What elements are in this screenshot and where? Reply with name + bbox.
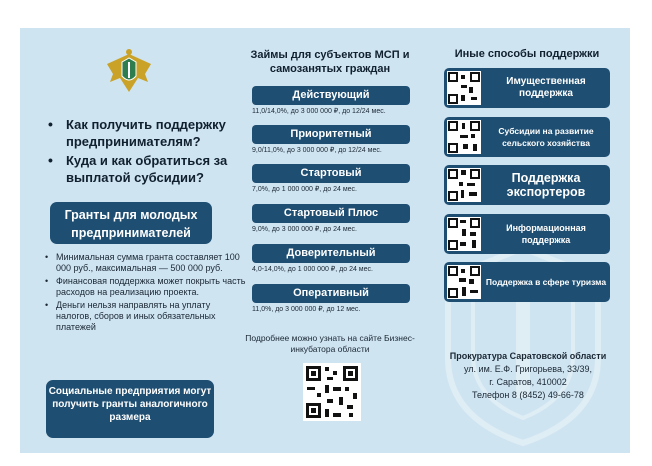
loans-title: Займы для субъектов МСП и самозанятых граждан xyxy=(250,49,410,75)
qr-code-icon xyxy=(447,168,481,202)
support-card-label: Поддержка в сфере туризма xyxy=(485,277,607,287)
contact-street: ул. им. Е.Ф. Григорьева, 33/39, xyxy=(463,364,593,374)
qr-code-icon xyxy=(447,265,481,299)
contact-city: г. Саратов, 410002 xyxy=(489,377,567,387)
contact-block xyxy=(430,350,626,402)
fact-item: • Минимальная сумма гранта составляет 100 000 руб., максимальная — 500 000 руб. xyxy=(38,252,248,274)
loan-name: Стартовый xyxy=(252,164,410,183)
other-support-title: Иные способы поддержки xyxy=(454,48,600,60)
support-card-label: Субсидии на развитие сельского хозяйства xyxy=(498,126,594,148)
support-card-agriculture[interactable] xyxy=(444,117,610,157)
grant-facts-list xyxy=(38,252,248,335)
loan-item xyxy=(252,86,410,115)
loan-terms: 4,0-14,0%, до 1 000 000 ₽, до 24 мес. xyxy=(252,266,373,273)
loan-item xyxy=(252,125,410,154)
question-item: • Куда и как обратиться за выплатой субсидии? xyxy=(38,152,248,186)
social-enterprises-banner: Социальные предприятия могут получить гранты аналогичного размера xyxy=(46,380,214,438)
questions-list xyxy=(38,116,248,188)
loan-item xyxy=(252,164,410,193)
support-card-tourism[interactable] xyxy=(444,262,610,302)
qr-code-icon[interactable] xyxy=(303,363,361,421)
fact-item: • Деньги нельзя направлять на уплату налогов, сборов и иных обязательных платежей xyxy=(38,300,248,333)
support-card-exporters[interactable] xyxy=(444,165,610,205)
loan-terms: 11,0/14,0%, до 3 000 000 ₽, до 12/24 мес. xyxy=(252,108,386,115)
support-card-label: Информационная поддержка xyxy=(506,223,586,245)
contact-org: Прокуратура Саратовской области xyxy=(449,351,607,361)
loan-name: Стартовый Плюс xyxy=(252,204,410,223)
more-info-text: Подробнее можно узнать на сайте Бизнес-инкубатора области xyxy=(245,333,415,354)
loan-terms: 9,0%, до 3 000 000 ₽, до 24 мес. xyxy=(252,226,357,233)
leaflet-page xyxy=(20,28,630,453)
qr-code-icon xyxy=(447,71,481,105)
loan-name: Оперативный xyxy=(252,284,410,303)
support-card-information[interactable] xyxy=(444,214,610,254)
support-card-label: Имущественная поддержка xyxy=(506,76,586,99)
qr-code-icon xyxy=(447,217,481,251)
loan-terms: 9,0/11,0%, до 3 000 000 ₽, до 12/24 мес. xyxy=(252,147,382,154)
eagle-emblem-icon xyxy=(104,48,154,96)
support-card-label: Поддержка экспортеров xyxy=(506,171,586,199)
qr-code-icon xyxy=(447,120,481,154)
loan-name: Доверительный xyxy=(252,244,410,263)
loan-terms: 7,0%, до 1 000 000 ₽, до 24 мес. xyxy=(252,186,357,193)
loan-name: Действующий xyxy=(252,86,410,105)
support-card-property[interactable] xyxy=(444,68,610,108)
question-item: • Как получить поддержку предпринимателям? xyxy=(38,116,248,150)
loan-name: Приоритетный xyxy=(252,125,410,144)
loan-terms: 11,0%, до 3 000 000 ₽, до 12 мес. xyxy=(252,306,361,313)
loan-item xyxy=(252,284,410,313)
loan-item xyxy=(252,244,410,273)
fact-item: • Финансовая поддержка может покрыть часть расходов на реализацию проекта. xyxy=(38,276,248,298)
loan-item xyxy=(252,204,410,233)
contact-phone: Телефон 8 (8452) 49-66-78 xyxy=(472,390,584,400)
grants-young-entrepreneurs-banner: Гранты для молодых предпринимателей xyxy=(50,202,212,244)
